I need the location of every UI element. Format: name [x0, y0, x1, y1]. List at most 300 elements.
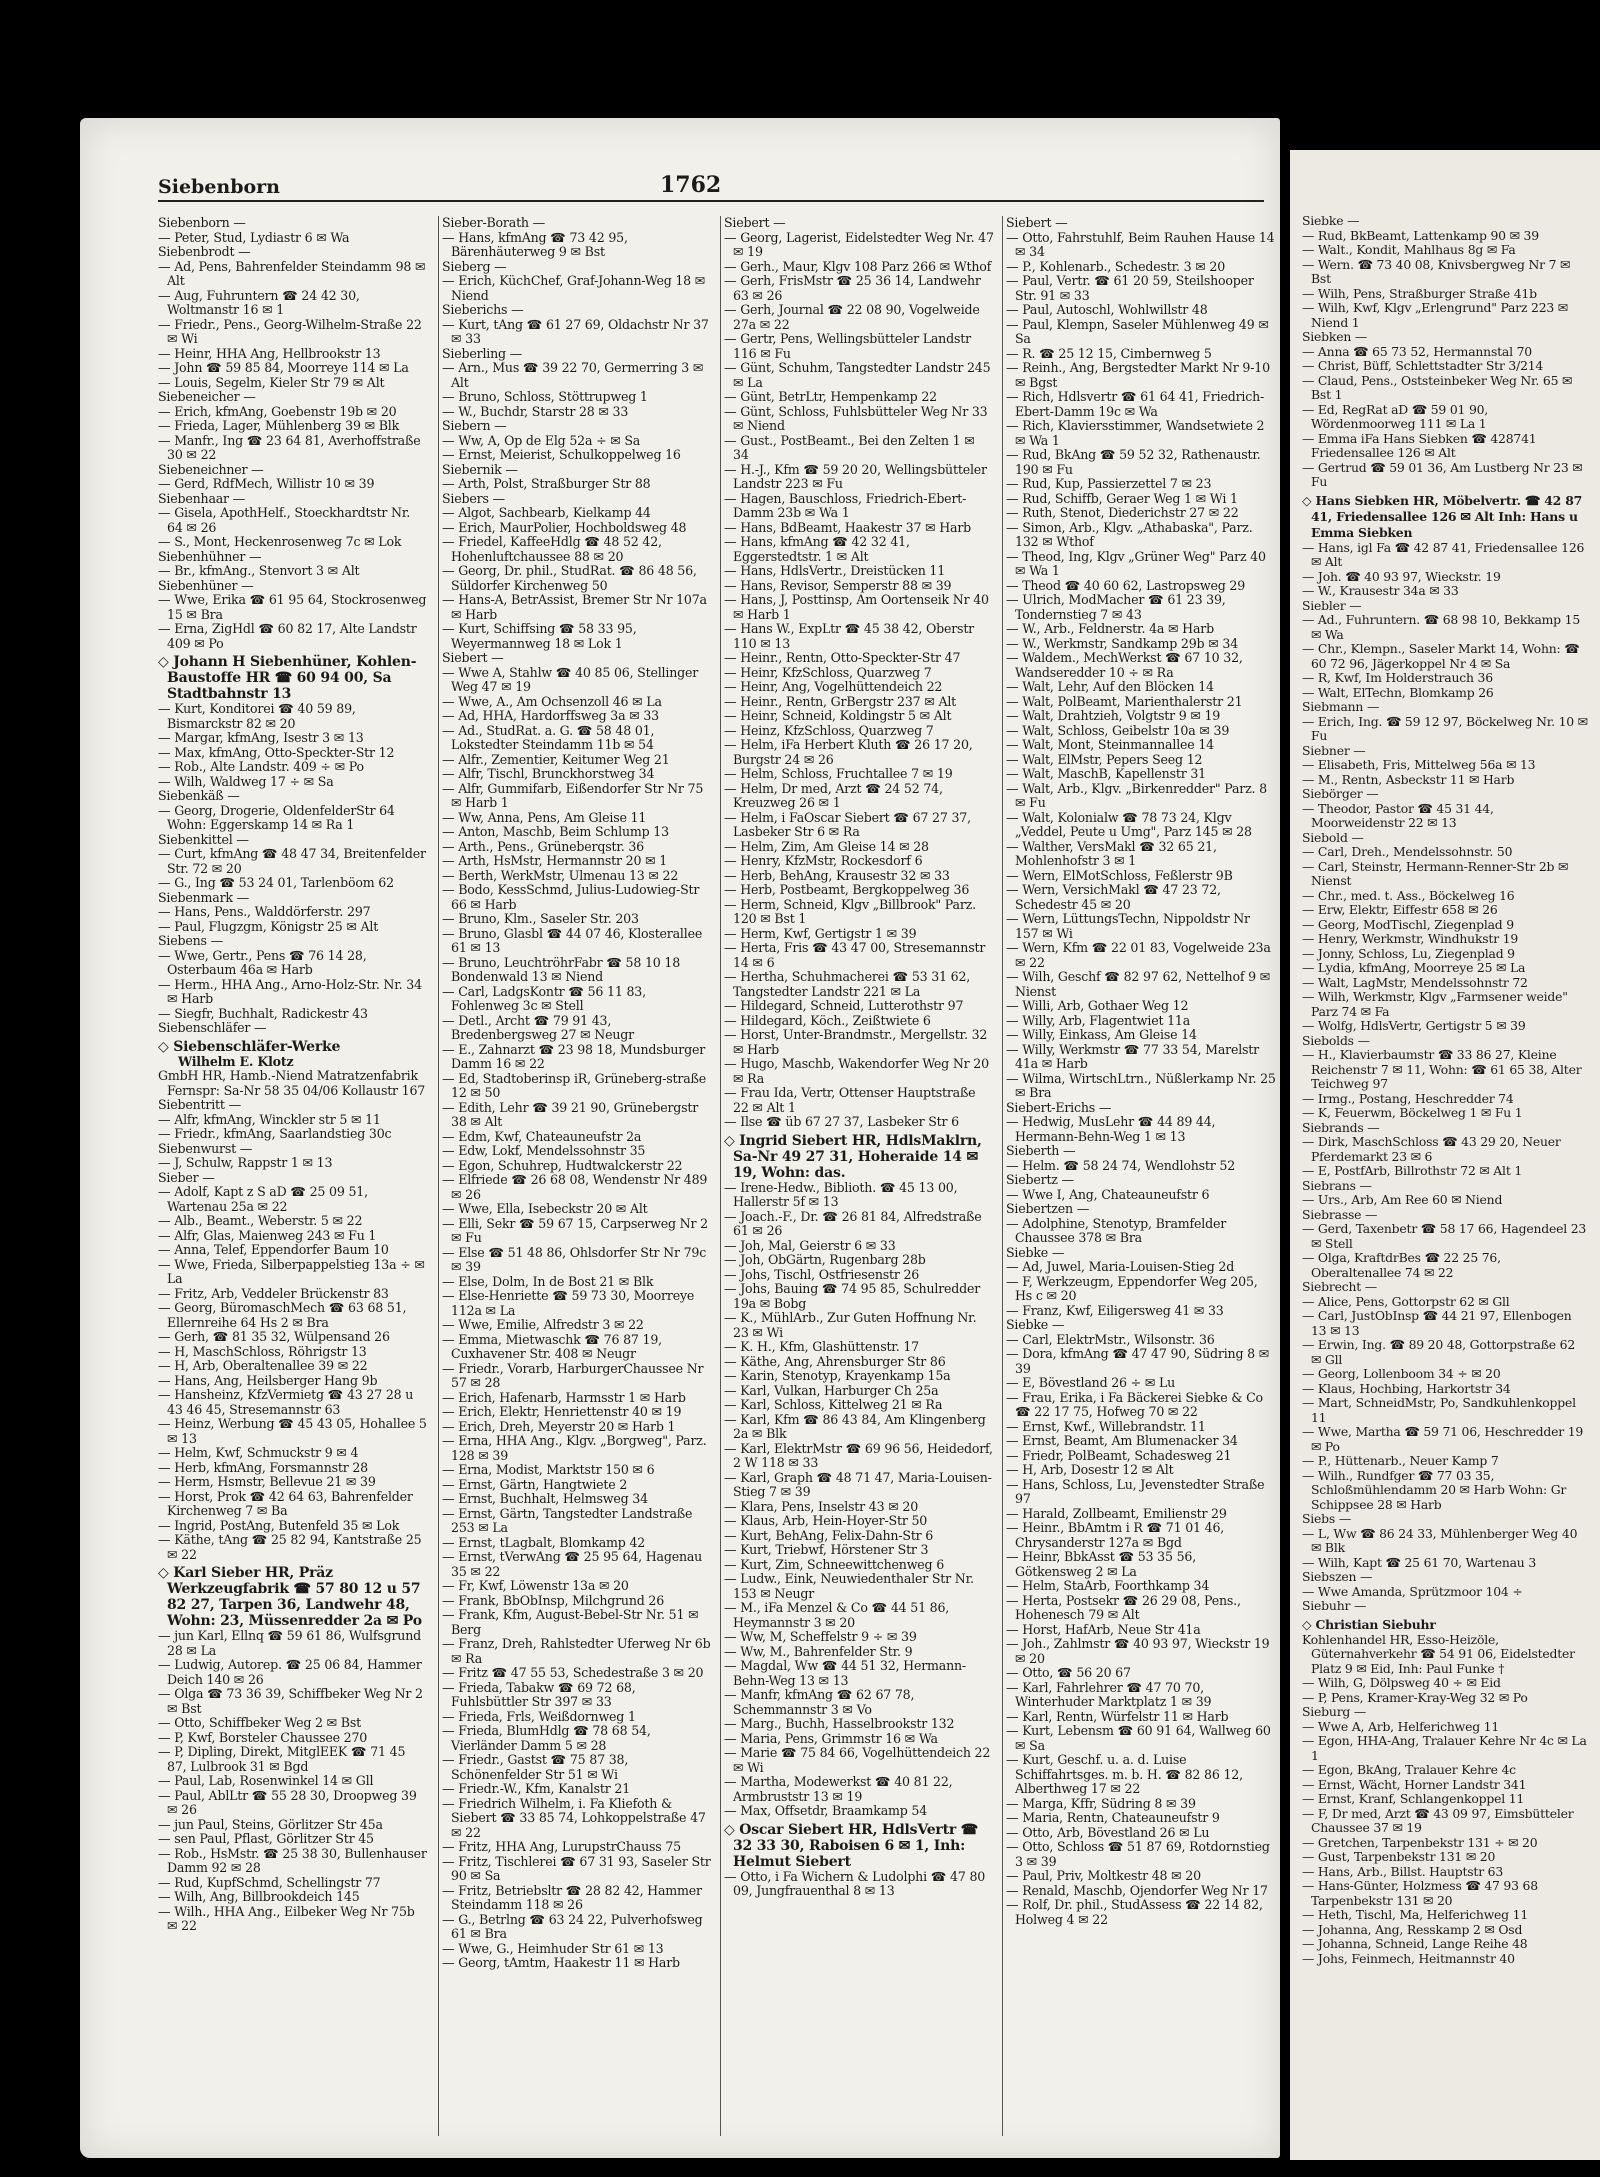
- directory-entry: — K, Feuerwm, Böckelweg 1 ✉ Fu 1: [1302, 1105, 1523, 1120]
- directory-entry: — Willy, Werkmstr ☎ 77 33 54, Marelstr 41a ✉ Harb: [1006, 1041, 1259, 1071]
- directory-entry: — J, Schulw, Rappstr 1 ✉ 13: [158, 1155, 333, 1170]
- directory-entry: — Bruno, LeuchtröhrFabr ☎ 58 10 18 Bondenwald 13 ✉ Niend: [442, 954, 681, 984]
- directory-entry: — Heinr, Schneid, Koldingstr 5 ✉ Alt: [724, 708, 952, 723]
- column-3: [724, 216, 994, 2146]
- directory-entry: — Wilh, Ang, Billbrookdeich 145: [158, 1889, 360, 1904]
- directory-entry: — Adolphine, Stenotyp, Bramfelder Chaussee 378 ✉ Bra: [1006, 1215, 1227, 1245]
- directory-entry: — Ernst, Buchhalt, Helmsweg 34: [442, 1491, 648, 1506]
- surname-heading: Sieberth —: [1006, 1143, 1076, 1158]
- directory-entry: — Walt, LagMstr, Mendelssohnstr 72: [1302, 974, 1528, 990]
- directory-entry: — Otto, Schiffbeker Weg 2 ✉ Bst: [158, 1715, 361, 1730]
- directory-entry: — Walt, Arb., Klgv. „Birkenredder" Parz. 8 ✉ Fu: [1006, 780, 1267, 810]
- directory-entry: — Herm., HHA Ang., Arno-Holz-Str. Nr. 34 ✉ Harb: [158, 976, 422, 1006]
- directory-entry: — G., Ing ☎ 53 24 01, Tarlenböom 62: [158, 875, 394, 890]
- directory-entry: — Heinr., Rentn, Otto-Speckter-Str 47: [724, 650, 961, 665]
- directory-entry: — Hans, Ang, Heilsberger Hang 9b: [158, 1372, 378, 1388]
- directory-entry: — Olga ☎ 73 36 39, Schiffbeker Weg Nr 2 ✉ Bst: [158, 1686, 423, 1716]
- directory-entry: — Hans, Revisor, Semperstr 88 ✉ 39: [724, 577, 952, 593]
- surname-heading: Siebert —: [442, 650, 504, 665]
- directory-entry: — Egon, HHA-Ang, Tralauer Kehre Nr 4c ✉ La 1: [1302, 1733, 1587, 1763]
- directory-entry: — Joh, Mal, Geierstr 6 ✉ 33: [724, 1237, 896, 1253]
- directory-entry: — Paul, Priv, Moltkestr 48 ✉ 20: [1006, 1868, 1201, 1883]
- directory-entry: — Karin, Stenotyp, Krayenkamp 15a: [724, 1368, 951, 1383]
- surname-heading: Siebrands —: [1302, 1119, 1380, 1135]
- directory-entry: — Martha, Modewerkst ☎ 40 81 22, Armbruststr 13 ✉ 19: [724, 1774, 953, 1804]
- surname-heading: Siebs —: [1302, 1511, 1352, 1526]
- directory-entry: — Wwe I, Ang, Chateauneufstr 6: [1006, 1186, 1210, 1202]
- directory-entry: — Gerh, FrisMstr ☎ 25 36 14, Landwehr 63 ✉ 26: [724, 273, 981, 303]
- directory-entry: — Heinr, Ang, Vogelhüttendeich 22: [724, 679, 943, 694]
- directory-entry: — Hansheinz, KfzVermietg ☎ 43 27 28 u 43 46 45, Stresemannstr 63: [158, 1387, 414, 1417]
- directory-entry: — Rich, Klaviersstimmer, Wandsetwiete 2 ✉ Wa 1: [1006, 418, 1265, 448]
- directory-entry: — Walt, Kolonialw ☎ 78 73 24, Klgv „Veddel, Peute u Umg", Parz 145 ✉ 28: [1006, 809, 1252, 839]
- surname-heading: Siebrasse —: [1302, 1206, 1378, 1222]
- directory-entry: — W., Werkmstr, Sandkamp 29b ✉ 34: [1006, 635, 1239, 651]
- directory-entry: — Heth, Tischl, Ma, Helferichweg 11: [1302, 1907, 1529, 1922]
- directory-entry: — G., Betrlng ☎ 63 24 22, Pulverhofsweg 61 ✉ Bra: [442, 1911, 703, 1941]
- surname-heading: Siebold —: [1302, 829, 1364, 845]
- directory-entry: — jun Paul, Steins, Görlitzer Str 45a: [158, 1816, 383, 1832]
- directory-entry: — Emma iFa Hans Siebken ☎ 428741 Friedensallee 126 ✉ Alt: [1302, 430, 1537, 460]
- surname-heading: Siebentritt —: [158, 1097, 241, 1112]
- directory-entry: — Wern, VersichMakl ☎ 47 23 72, Schedestr 45 ✉ 20: [1006, 882, 1221, 912]
- directory-entry: — sen Paul, Pflast, Görlitzer Str 45: [158, 1831, 374, 1846]
- directory-entry: — Detl., Archt ☎ 79 91 43, Bredenbergsweg 27 ✉ Neugr: [442, 1012, 634, 1042]
- surname-heading: Siebörger —: [1302, 786, 1379, 801]
- directory-entry: — Carl, JustObInsp ☎ 44 21 97, Ellenbogen 13 ✉ 13: [1302, 1308, 1572, 1338]
- directory-entry: — Hans W., ExpLtr ☎ 45 38 42, Oberstr 110 ✉ 13: [724, 621, 975, 651]
- directory-entry: — Frau, Erika, i Fa Bäckerei Siebke & Co ☎ 22 17 75, Hofweg 70 ✉ 22: [1006, 1389, 1263, 1419]
- surname-heading: Siebrecht —: [1302, 1279, 1377, 1294]
- next-page-edge: [1290, 150, 1600, 2160]
- surname-heading: Siebenmark —: [158, 889, 250, 905]
- directory-entry: — Herb, Postbeamt, Bergkoppelweg 36: [724, 882, 970, 897]
- directory-entry: — Marie ☎ 75 84 66, Vogelhüttendeich 22 ✉ Wi: [724, 1745, 991, 1775]
- directory-entry: — Paul, Vertr. ☎ 61 20 59, Steilshooper Str. 91 ✉ 33: [1006, 273, 1254, 303]
- directory-entry: — Harald, Zollbeamt, Emilienstr 29: [1006, 1505, 1227, 1521]
- column-1: [158, 216, 428, 2146]
- directory-entry: — Gust, Tarpenbekstr 131 ✉ 20: [1302, 1849, 1496, 1864]
- directory-entry: — Joh, ObGärtn, Rugenbarg 28b: [724, 1252, 926, 1267]
- directory-entry: — Karl, Rentn, Würfelstr 11 ✉ Harb: [1006, 1708, 1229, 1724]
- directory-entry: — Frieda, Lager, Mühlenberg 39 ✉ Blk: [158, 418, 400, 433]
- directory-entry: — Joach.-F., Dr. ☎ 26 81 84, Alfredstraße 61 ✉ 26: [724, 1208, 982, 1238]
- directory-entry: — Karl, Kfm ☎ 86 43 84, Am Klingenberg 2a ✉ Blk: [724, 1411, 986, 1441]
- directory-entry: — Günt, Schuhm, Tangstedter Landstr 245 ✉ La: [724, 360, 991, 390]
- directory-entry: — Ernst, Kranf, Schlangenkoppel 11: [1302, 1791, 1525, 1806]
- directory-entry: — Carl, ElektrMstr., Wilsonstr. 36: [1006, 1331, 1215, 1347]
- directory-entry: — Willy, Einkass, Am Gleise 14: [1006, 1027, 1197, 1042]
- directory-entry: — Wwe, Emilie, Alfredstr 3 ✉ 22: [442, 1317, 644, 1332]
- directory-entry: — Herb, kfmAng, Forsmannstr 28: [158, 1459, 368, 1475]
- directory-entry: — Emma, Mietwaschk ☎ 76 87 19, Cuxhavener Str. 408 ✉ Neugr: [442, 1331, 662, 1361]
- directory-entry: — Herm, Schneid, Klgv „Billbrook" Parz. 120 ✉ Bst 1: [724, 896, 976, 926]
- directory-entry: — Chr., med. t. Ass., Böckelweg 16: [1302, 887, 1515, 903]
- directory-entry: — Ww, A, Op de Elg 52a ÷ ✉ Sa: [442, 432, 641, 448]
- surname-heading: Siebert —: [724, 216, 786, 230]
- directory-entry: — Franz, Kwf, Eiligersweg 41 ✉ 33: [1006, 1302, 1224, 1318]
- surname-heading: Siebert —: [1006, 216, 1068, 230]
- directory-entry: — Herm, Kwf, Gertigstr 1 ✉ 39: [724, 925, 917, 941]
- directory-entry: — Heinr, KfzSchloss, Quarzweg 7: [724, 664, 932, 680]
- directory-entry: — Christ, Büff, Schlettstadter Str 3/214: [1302, 358, 1544, 373]
- directory-entry: — Paul, Flugzgm, Königstr 25 ✉ Alt: [158, 918, 379, 934]
- directory-entry: — Urs., Arb, Am Ree 60 ✉ Niend: [1302, 1192, 1503, 1207]
- directory-entry: — H, Arb, Dosestr 12 ✉ Alt: [1006, 1462, 1174, 1477]
- directory-entry: — Herta, Postsekr ☎ 26 29 08, Pens., Hohenesch 79 ✉ Alt: [1006, 1592, 1241, 1622]
- directory-entry: — Helm, Zim, Am Gleise 14 ✉ 28: [724, 838, 929, 854]
- directory-entry: — Wwe, G., Heimhuder Str 61 ✉ 13: [442, 1940, 664, 1956]
- directory-entry: — Ulrich, ModMacher ☎ 61 23 39, Tondernstieg 7 ✉ 43: [1006, 592, 1226, 622]
- section-heading: Siebenborn: [158, 176, 280, 198]
- directory-entry: — Wwe A, Stahlw ☎ 40 85 06, Stellinger Weg 47 ✉ 19: [442, 664, 699, 694]
- directory-entry: — Wwe, Gertr., Pens ☎ 76 14 28, Osterbaum 46a ✉ Harb: [158, 947, 367, 977]
- directory-entry: — Olga, KraftdrBes ☎ 22 25 76, Oberaltenallee 74 ✉ 22: [1302, 1250, 1501, 1280]
- surname-heading: Siebers —: [442, 490, 505, 506]
- directory-entry: — F, Dr med, Arzt ☎ 43 09 97, Eimsbütteler Chaussee 37 ✉ 19: [1302, 1805, 1574, 1835]
- directory-entry: — Georg, Drogerie, OldenfelderStr 64 Wohn: Eggerskamp 14 ✉ Ra 1: [158, 802, 395, 832]
- directory-entry: — Manfr., Ing ☎ 23 64 81, Averhoffstraße 30 ✉ 22: [158, 432, 421, 462]
- surname-heading: Siebenhaar —: [158, 490, 246, 506]
- directory-entry: — E, PostfArb, Billrothstr 72 ✉ Alt 1: [1302, 1163, 1523, 1178]
- directory-entry: — Klaus, Arb, Hein-Hoyer-Str 50: [724, 1513, 928, 1528]
- directory-entry: — Rud, BkAng ☎ 59 52 32, Rathenaustr. 190 ✉ Fu: [1006, 447, 1261, 477]
- surname-heading: Siebke —: [1302, 214, 1360, 228]
- directory-entry: — Friedrich Wilhelm, i. Fa Kliefoth & Siebert ☎ 33 85 74, Lohkoppelstraße 47 ✉ 22: [442, 1795, 706, 1840]
- directory-entry: — Edw, Lokf, Mendelssohnstr 35: [442, 1143, 646, 1158]
- surname-heading: Siebernik —: [442, 461, 518, 477]
- surname-heading: Siebenhühner —: [158, 548, 262, 564]
- directory-entry: — Ad, Pens, Bahrenfelder Steindamm 98 ✉ Alt: [158, 258, 426, 288]
- directory-entry: — Wilh, Geschf ☎ 82 97 62, Nettelhof 9 ✉ Nienst: [1006, 969, 1271, 999]
- directory-entry: — P, Pens, Kramer-Kray-Weg 32 ✉ Po: [1302, 1689, 1528, 1705]
- directory-entry: — Herb, BehAng, Krausestr 32 ✉ 33: [724, 867, 950, 883]
- directory-entry: — Theodor, Pastor ☎ 45 31 44, Moorweidenstr 22 ✉ 13: [1302, 800, 1494, 830]
- firm-entry: ◇ Siebenschläfer-Werke: [158, 1038, 341, 1055]
- directory-entry: — Paul, Autoschl, Wohlwillstr 48: [1006, 302, 1208, 317]
- directory-entry: — Else-Henriette ☎ 59 73 30, Moorreye 112a ✉ La: [442, 1288, 695, 1318]
- directory-entry: — Irmg., Postang, Heschredder 74: [1302, 1090, 1514, 1106]
- directory-entry: — Edith, Lehr ☎ 39 21 90, Grünebergstr 38 ✉ Alt: [442, 1099, 699, 1129]
- directory-entry: — Erna, HHA Ang., Klgv. „Borgweg", Parz. 128 ✉ 39: [442, 1433, 707, 1463]
- surname-heading: Siebens —: [158, 933, 223, 948]
- directory-entry: — Ernst, Wächt, Horner Landstr 341: [1302, 1776, 1527, 1792]
- directory-entry: — Walt., Kondit, Mahlhaus 8g ✉ Fa: [1302, 242, 1516, 257]
- directory-entry: — Käthe, tAng ☎ 25 82 94, Kantstraße 25 ✉ 22: [158, 1532, 422, 1562]
- directory-entry: — Heinz, Werbung ☎ 45 43 05, Hohallee 5 ✉ 13: [158, 1416, 427, 1446]
- directory-entry: — Erich, MaurPolier, Hochboldsweg 48: [442, 519, 687, 535]
- directory-entry: — Wwe, A., Am Ochsenzoll 46 ✉ La: [442, 693, 662, 709]
- directory-entry: — Egon, BkAng, Tralauer Kehre 4c: [1302, 1762, 1516, 1777]
- surname-heading: Siebeneicher —: [158, 389, 256, 404]
- directory-entry: — Rob., HsMstr. ☎ 25 38 30, Bullenhauser Damm 92 ✉ 28: [158, 1845, 427, 1875]
- directory-entry: — Arth, HsMstr, Hermannstr 20 ✉ 1: [442, 853, 668, 868]
- directory-entry: — Fritz ☎ 47 55 53, Schedestraße 3 ✉ 20: [442, 1665, 704, 1680]
- directory-entry: — Johs, Tischl, Ostfriesenstr 26: [724, 1266, 920, 1282]
- surname-heading: Siebenschläfer —: [158, 1020, 267, 1035]
- surname-heading: Siebenkittel —: [158, 831, 249, 847]
- directory-entry: — Hans, Pens., Walddörferstr. 297: [158, 904, 371, 919]
- directory-entry: — Louis, Segelm, Kieler Str 79 ✉ Alt: [158, 374, 385, 390]
- directory-entry: — Carl, Steinstr, Hermann-Renner-Str 2b ✉ Nienst: [1302, 858, 1569, 888]
- directory-entry: — Walt, Schloss, Geibelstr 10a ✉ 39: [1006, 722, 1230, 738]
- directory-entry: — Bruno, Glasbl ☎ 44 07 46, Klosterallee 61 ✉ 13: [442, 925, 703, 955]
- directory-entry: — Friedr.-W., Kfm, Kanalstr 21: [442, 1781, 631, 1796]
- directory-entry: — Max, kfmAng, Otto-Speckter-Str 12: [158, 744, 395, 760]
- directory-entry: — Ww, M, Scheffelstr 9 ÷ ✉ 39: [724, 1629, 917, 1644]
- directory-entry: — Wilh, G, Dölpsweg 40 ÷ ✉ Eid: [1302, 1675, 1501, 1690]
- surname-heading: Siebmann —: [1302, 699, 1380, 714]
- directory-entry: — Magdal, Ww ☎ 44 51 32, Hermann-Behn-Weg 13 ✉ 13: [724, 1658, 966, 1688]
- directory-entry: — Franz, Dreh, Rahlstedter Uferweg Nr 6b ✉ Ra: [442, 1636, 711, 1666]
- directory-entry: — Theod, Ing, Klgv „Grüner Weg" Parz 40 ✉ Wa 1: [1006, 548, 1266, 578]
- directory-entry: — Walt, Drahtzieh, Volgtstr 9 ✉ 19: [1006, 708, 1221, 723]
- directory-entry: — F, Werkzeugm, Eppendorfer Weg 205, Hs c ✉ 20: [1006, 1273, 1258, 1303]
- directory-entry: — Helm, Dr med, Arzt ☎ 24 52 74, Kreuzweg 26 ✉ 1: [724, 780, 943, 810]
- directory-entry: GmbH HR, Hamb.-Niend Matratzenfabrik Fernspr: Sa-Nr 58 35 04/06 Kollaustr 167: [158, 1068, 426, 1098]
- directory-entry: — Alfr., Zementier, Keitumer Weg 21: [442, 751, 670, 767]
- directory-entry: — Margar, kfmAng, Isestr 3 ✉ 13: [158, 730, 364, 745]
- surname-heading: Sieber-Borath —: [442, 216, 546, 230]
- directory-entry: — Alb., Beamt., Weberstr. 5 ✉ 22: [158, 1213, 363, 1228]
- directory-entry: — Erich, KüchChef, Graf-Johann-Weg 18 ✉ Niend: [442, 273, 706, 303]
- directory-entry: — Frank, BbObInsp, Milchgrund 26: [442, 1592, 665, 1608]
- directory-entry: — Heinr., Rentn, GrBergstr 237 ✉ Alt: [724, 693, 957, 709]
- directory-entry: — Mart, SchneidMstr, Po, Sandkuhlenkoppel 11: [1302, 1395, 1576, 1425]
- directory-entry: — S., Mont, Heckenrosenweg 7c ✉ Lok: [158, 534, 402, 549]
- directory-entry: — H.-J., Kfm ☎ 59 20 20, Wellingsbütteler Landstr 223 ✉ Fu: [724, 461, 987, 491]
- directory-entry: — Georg, BüromaschMech ☎ 63 68 51, Ellernreihe 64 Hs 2 ✉ Bra: [158, 1300, 407, 1330]
- directory-entry: — Gust., PostBeamt., Bei den Zelten 1 ✉ 34: [724, 432, 975, 462]
- surname-heading: Siebler —: [1302, 597, 1362, 613]
- directory-entry: — Egon, Schuhrep, Hudtwalckerstr 22: [442, 1157, 683, 1173]
- directory-entry: — Irene-Hedw., Biblioth. ☎ 45 13 00, Hallerstr 5f ✉ 13: [724, 1179, 958, 1209]
- directory-entry: — Helm, Kwf, Schmuckstr 9 ✉ 4: [158, 1445, 359, 1460]
- directory-entry: — Wilh, Waldweg 17 ÷ ✉ Sa: [158, 773, 334, 789]
- firm-entry: ◇ Ingrid Siebert HR, HdlsMaklrn, Sa-Nr 49 27 31, Hoheraide 14 ✉ 19, Wohn: das.: [724, 1132, 982, 1181]
- directory-entry: — Maria, Pens, Grimmstr 16 ✉ Wa: [724, 1730, 938, 1746]
- directory-entry: — Alfr, kfmAng, Winckler str 5 ✉ 11: [158, 1111, 381, 1127]
- directory-entry: — Hedwig, MusLehr ☎ 44 89 44, Hermann-Behn-Weg 1 ✉ 13: [1006, 1114, 1216, 1144]
- directory-entry: — Rolf, Dr. phil., StudAssess ☎ 22 14 82, Holweg 4 ✉ 22: [1006, 1897, 1263, 1927]
- directory-entry: — Anna, Telef, Eppendorfer Baum 10: [158, 1242, 389, 1257]
- directory-entry: — Ilse ☎ üb 67 27 37, Lasbeker Str 6: [724, 1114, 959, 1129]
- directory-entry: — Johanna, Ang, Resskamp 2 ✉ Osd: [1302, 1921, 1523, 1937]
- surname-heading: Siebert-Erichs —: [1006, 1099, 1112, 1115]
- directory-entry: — Ernst, tVerwAng ☎ 25 95 64, Hagenau 35 ✉ 22: [442, 1549, 703, 1579]
- directory-entry: — Anna ☎ 65 73 52, Hermannstal 70: [1302, 343, 1532, 359]
- directory-entry: — H, Arb, Oberaltenallee 39 ✉ 22: [158, 1358, 368, 1373]
- column-4: [1006, 216, 1276, 2146]
- directory-entry: — Willy, Arb, Flagentwiet 11a: [1006, 1012, 1191, 1028]
- directory-entry: — Lydia, kfmAng, Moorreye 25 ✉ La: [1302, 960, 1526, 975]
- directory-entry: — Ruth, Stenot, Diederichstr 27 ✉ 22: [1006, 505, 1239, 520]
- directory-entry: — Hans, kfmAng ☎ 42 32 41, Eggerstedtstr. 1 ✉ Alt: [724, 534, 910, 564]
- directory-entry: — Ww, M., Bahrenfelder Str. 9: [724, 1643, 913, 1659]
- directory-entry: — Gerh, ☎ 81 35 32, Wülpensand 26: [158, 1329, 390, 1344]
- directory-entry: — Heinr., BbAmtm i R ☎ 71 01 46, Chrysanderstr 127a ✉ Bgd: [1006, 1520, 1225, 1550]
- directory-entry: — R, Kwf, Im Holderstrauch 36: [1302, 670, 1493, 685]
- directory-entry: Kohlenhandel HR, Esso-Heizöle, Güternahverkehr ☎ 54 91 06, Eidelstedter Platz 9 ✉ Eid, Inh: Paul Funke †: [1302, 1631, 1575, 1676]
- directory-entry: — Carl, Dreh., Mendelssohnstr. 50: [1302, 844, 1513, 859]
- directory-entry: — Frieda, Frls, Weißdornweg 1: [442, 1708, 636, 1724]
- surname-heading: Siebken —: [1302, 329, 1368, 344]
- directory-entry: — Georg, Lollenboom 34 ÷ ✉ 20: [1302, 1366, 1501, 1381]
- directory-entry: — H, MaschSchloss, Röhrigstr 13: [158, 1343, 367, 1359]
- directory-entry: — Günt, Schloss, Fuhlsbütteler Weg Nr 33 ✉ Niend: [724, 403, 988, 433]
- surname-heading: Siebertzen —: [1006, 1201, 1090, 1216]
- directory-entry: — Arth., Pens., Grüneberqstr. 36: [442, 838, 644, 854]
- directory-entry: — Ed, RegRat aD ☎ 59 01 90, Wördenmoorweg 111 ✉ La 1: [1302, 401, 1489, 431]
- directory-entry: — Erich, kfmAng, Goebenstr 19b ✉ 20: [158, 403, 397, 419]
- directory-entry: — Gertrud ☎ 59 01 36, Am Lustberg Nr 23 ✉ Fu: [1302, 459, 1583, 489]
- directory-entry: — Friedr., Pens., Georg-Wilhelm-Straße 22 ✉ Wi: [158, 316, 422, 346]
- directory-entry: — Karl, Graph ☎ 48 71 47, Maria-Louisen-Stieg 7 ✉ 39: [724, 1469, 992, 1499]
- directory-entry: — Claud, Pens., Oststeinbeker Weg Nr. 65 ✉ Bst 1: [1302, 372, 1573, 402]
- directory-entry: — Erich, Hafenarb, Harmsstr 1 ✉ Harb: [442, 1389, 686, 1405]
- directory-entry: — Wwe Amanda, Sprützmoor 104 ÷: [1302, 1583, 1523, 1599]
- directory-entry: — Wilh, Pens, Straßburger Straße 41b: [1302, 285, 1537, 301]
- surname-heading: Siebenkäß —: [158, 788, 240, 803]
- directory-entry: — P, Kwf, Borsteler Chaussee 270: [158, 1729, 368, 1745]
- directory-entry: — Chr., Klempn., Saseler Markt 14, Wohn: ☎ 60 72 96, Jägerkoppel Nr 4 ✉ Sa: [1302, 641, 1580, 671]
- directory-entry: — Walt, ElTechn, Blomkamp 26: [1302, 684, 1494, 700]
- directory-entry: — Kurt, Triebwf, Hörstener Str 3: [724, 1542, 929, 1557]
- directory-entry: — Wilma, WirtschLtrn., Nüßlerkamp Nr. 25 ✉ Bra: [1006, 1070, 1276, 1100]
- directory-entry: — Erna, Modist, Marktstr 150 ✉ 6: [442, 1462, 655, 1477]
- firm-entry: ◇ Oscar Siebert HR, HdlsVertr ☎ 32 33 30, Raboisen 6 ✉ 1, Inh: Helmut Siebert: [724, 1821, 978, 1870]
- directory-entry: — Johs, Bauing ☎ 74 95 85, Schulredder 19a ✉ Bobg: [724, 1281, 981, 1311]
- directory-entry: — Hertha, Schuhmacherei ☎ 53 31 62, Tangstedter Landstr 221 ✉ La: [724, 969, 971, 999]
- directory-entry: — M., Rentn, Asbeckstr 11 ✉ Harb: [1302, 771, 1515, 787]
- directory-entry: — Waldem., MechWerkst ☎ 67 10 32, Wandseredder 10 ÷ ✉ Ra: [1006, 650, 1243, 680]
- directory-entry: — Herm, Hsmstr, Bellevue 21 ✉ 39: [158, 1474, 376, 1489]
- directory-entry: — Siegfr, Buchhalt, Radickestr 43: [158, 1005, 368, 1021]
- directory-entry: — Simon, Arb., Klgv. „Athabaska", Parz. 132 ✉ Wthof: [1006, 519, 1253, 549]
- directory-entry: — Wilh, Kapt ☎ 25 61 70, Wartenau 3: [1302, 1554, 1536, 1570]
- directory-entry: — Ernst, Kwf., Willebrandstr. 11: [1006, 1418, 1206, 1434]
- firm-entry: ◇ Christian Siebuhr: [1302, 1616, 1436, 1632]
- directory-entry: — Wolfg, HdlsVertr, Gertigstr 5 ✉ 39: [1302, 1018, 1526, 1033]
- directory-entry: — Gerh, Journal ☎ 22 08 90, Vogelweide 27a ✉ 22: [724, 302, 980, 332]
- directory-entry: — Hans-A, BetrAssist, Bremer Str Nr 107a ✉ Harb: [442, 592, 707, 622]
- directory-entry: — Curt, kfmAng ☎ 48 47 34, Breitenfelder Str. 72 ✉ 20: [158, 846, 426, 876]
- directory-entry: — Ingrid, PostAng, Butenfeld 35 ✉ Lok: [158, 1517, 400, 1533]
- directory-entry: — Walt, Lehr, Auf den Blöcken 14: [1006, 679, 1214, 694]
- directory-entry: — Wern, Kfm ☎ 22 01 83, Vogelweide 23a ✉ 22: [1006, 940, 1271, 970]
- directory-entry: — Karl, Vulkan, Harburger Ch 25a: [724, 1382, 939, 1398]
- directory-entry: — Georg, Lagerist, Eidelstedter Weg Nr. 47 ✉ 19: [724, 229, 994, 259]
- directory-entry: — Gerh., Maur, Klgv 108 Parz 266 ✉ Wthof: [724, 258, 992, 274]
- directory-entry: — Kurt, Lebensm ☎ 60 91 64, Wallweg 60 ✉ Sa: [1006, 1723, 1271, 1753]
- directory-entry: — Horst, Unter-Brandmstr., Mergellstr. 32 ✉ Harb: [724, 1027, 988, 1057]
- directory-entry: — Anton, Maschb, Beim Schlump 13: [442, 824, 669, 839]
- directory-entry: — Günt, BetrLtr, Hempenkamp 22: [724, 389, 937, 404]
- directory-entry: — Wern. ☎ 73 40 08, Knivsbergweg Nr 7 ✉ Bst: [1302, 256, 1571, 286]
- directory-entry: — R. ☎ 25 12 15, Cimbernweg 5: [1006, 345, 1212, 361]
- directory-entry: — E, Bövestland 26 ÷ ✉ Lu: [1006, 1375, 1176, 1390]
- directory-entry: — Henry, KfzMstr, Rockesdorf 6: [724, 853, 923, 868]
- surname-heading: Sieburg —: [1302, 1704, 1367, 1719]
- directory-entry: — Alfr, Glas, Maienweg 243 ✉ Fu 1: [158, 1227, 377, 1243]
- directory-entry: — Herta, Fris ☎ 43 47 00, Stresemannstr 14 ✉ 6: [724, 940, 986, 970]
- directory-entry: — Ad, HHA, Hardorffsweg 3a ✉ 33: [442, 708, 659, 723]
- surname-heading: Siebolds —: [1302, 1032, 1370, 1048]
- directory-entry: — Marga, Kffr, Südring 8 ✉ 39: [1006, 1795, 1196, 1811]
- header-rule: [158, 200, 1264, 202]
- directory-entry: — Gerd, RdfMech, Willistr 10 ✉ 39: [158, 476, 375, 491]
- directory-entry: — Käthe, Ang, Ahrensburger Str 86: [724, 1353, 946, 1369]
- directory-entry: — Walt, Mont, Steinmannallee 14: [1006, 737, 1214, 752]
- directory-entry: — Erwin, Ing. ☎ 89 20 48, Gottorpstraße 62 ✉ Gll: [1302, 1337, 1576, 1367]
- directory-entry: — Alice, Pens, Gottorpstr 62 ✉ Gll: [1302, 1293, 1510, 1309]
- directory-entry: — Elfriede ☎ 26 68 08, Wendenstr Nr 489 ✉ 26: [442, 1172, 708, 1202]
- directory-entry: — Hans-Günter, Holzmess ☎ 47 93 68 Tarpenbekstr 131 ✉ 20: [1302, 1878, 1538, 1908]
- directory-entry: — Marg., Buchh, Hasselbrookstr 132: [724, 1716, 955, 1731]
- directory-entry: — Friedr., Gastst ☎ 75 87 38, Schönenfelder Str 51 ✉ Wi: [442, 1752, 629, 1782]
- directory-entry: — Heinr, HHA Ang, Hellbrookstr 13: [158, 345, 381, 361]
- directory-entry: — Paul, Klempn, Saseler Mühlenweg 49 ✉ Sa: [1006, 316, 1269, 346]
- directory-entry: — Alfr, Tischl, Brunckhorstweg 34: [442, 766, 655, 781]
- directory-entry: — Klaus, Hochbing, Harkortstr 34: [1302, 1380, 1511, 1396]
- surname-heading: Siebke —: [1006, 1244, 1065, 1260]
- directory-entry: — Frieda, BlumHdlg ☎ 78 68 54, Vierländer Damm 5 ✉ 28: [442, 1723, 651, 1753]
- directory-entry: — John ☎ 59 85 84, Moorreye 114 ✉ La: [158, 360, 409, 375]
- directory-entry: — Frieda, Tabakw ☎ 69 72 68, Fuhlsbüttler Str 397 ✉ 33: [442, 1679, 636, 1709]
- directory-entry: — Fritz, Arb, Veddeler Brückenstr 83: [158, 1285, 389, 1301]
- directory-entry: — Rob., Alte Landstr. 409 ÷ ✉ Po: [158, 759, 364, 774]
- directory-entry: — Ww, Anna, Pens, Am Gleise 11: [442, 809, 647, 825]
- directory-entry: — W., Arb., Feldnerstr. 4a ✉ Harb: [1006, 621, 1214, 636]
- directory-entry: — Otto, Schloss ☎ 51 87 69, Rotdornstieg 3 ✉ 39: [1006, 1839, 1270, 1869]
- directory-entry: — Johs, Feinmech, Heitmannstr 40: [1302, 1950, 1515, 1966]
- directory-entry: — Ernst, Gärtn, Tangstedter Landstraße 253 ✉ La: [442, 1505, 693, 1535]
- directory-entry: — Aug, Fuhruntern ☎ 24 42 30, Woltmanstr 16 ✉ 1: [158, 287, 360, 317]
- directory-entry: — Rud, Kup, Passierzettel 7 ✉ 23: [1006, 476, 1212, 491]
- directory-page: [80, 118, 1280, 2158]
- directory-entry: — Hugo, Maschb, Wakendorfer Weg Nr 20 ✉ Ra: [724, 1056, 989, 1086]
- directory-entry: — Manfr, kfmAng ☎ 62 67 78, Schemmannstr 3 ✉ Vo: [724, 1687, 915, 1717]
- directory-entry: — M., iFa Menzel & Co ☎ 44 51 86, Heymannstr 3 ✉ 20: [724, 1600, 950, 1630]
- directory-entry: — Gretchen, Tarpenbekstr 131 ÷ ✉ 20: [1302, 1834, 1538, 1850]
- directory-entry: — Hans, HdlsVertr., Dreistücken 11: [724, 563, 946, 578]
- directory-entry: — Hildegard, Köch., Zeißtwiete 6: [724, 1012, 931, 1028]
- directory-entry: — Br., kfmAng., Stenvort 3 ✉ Alt: [158, 563, 360, 578]
- directory-entry: — Henry, Werkmstr, Windhukstr 19: [1302, 931, 1519, 946]
- directory-entry: — Algot, Sachbearb, Kielkamp 44: [442, 505, 651, 520]
- directory-entry: — Wilh, Werkmstr, Klgv „Farmsener weide" Parz 74 ✉ Fa: [1302, 989, 1568, 1019]
- directory-entry: — Hans, Schloss, Lu, Jevenstedter Straße 97: [1006, 1476, 1265, 1506]
- directory-entry: — Heinz, KfzSchloss, Quarzweg 7: [724, 722, 934, 738]
- directory-entry: — Horst, Prok ☎ 42 64 63, Bahrenfelder Kirchenweg 7 ✉ Ba: [158, 1488, 413, 1518]
- directory-entry: — Kurt, Konditorei ☎ 40 59 89, Bismarckstr 82 ✉ 20: [158, 701, 356, 731]
- directory-entry: — Hildegard, Schneid, Lutterothstr 97: [724, 998, 964, 1013]
- directory-entry: — Else, Dolm, In de Bost 21 ✉ Blk: [442, 1273, 654, 1289]
- surname-heading: Siebertz —: [1006, 1172, 1074, 1187]
- surname-heading: Siebenbrodt —: [158, 244, 251, 259]
- directory-entry: — Edm, Kwf, Chateauneufstr 2a: [442, 1128, 642, 1144]
- directory-entry: — Renald, Maschb, Ojendorfer Weg Nr 17: [1006, 1882, 1268, 1898]
- directory-entry: — W., Krausestr 34a ✉ 33: [1302, 583, 1459, 598]
- surname-heading: Sieber —: [158, 1169, 215, 1185]
- directory-entry: — Frank, Kfm, August-Bebel-Str Nr. 51 ✉ Berg: [442, 1607, 699, 1637]
- entry-columns: [158, 216, 1276, 2146]
- directory-entry: — Ernst, Beamt, Am Blumenacker 34: [1006, 1433, 1238, 1448]
- directory-entry: — Gisela, ApothHelf., Stoeckhardtstr Nr. 64 ✉ 26: [158, 505, 411, 535]
- directory-entry: — Paul, AblLtr ☎ 55 28 30, Droopweg 39 ✉ 26: [158, 1787, 417, 1817]
- directory-entry: — Ad, Juwel, Maria-Louisen-Stieg 2d: [1006, 1259, 1235, 1274]
- directory-entry: — Otto, i Fa Wichern & Ludolphi ☎ 47 80 09, Jungfrauenthal 8 ✉ 13: [724, 1868, 986, 1898]
